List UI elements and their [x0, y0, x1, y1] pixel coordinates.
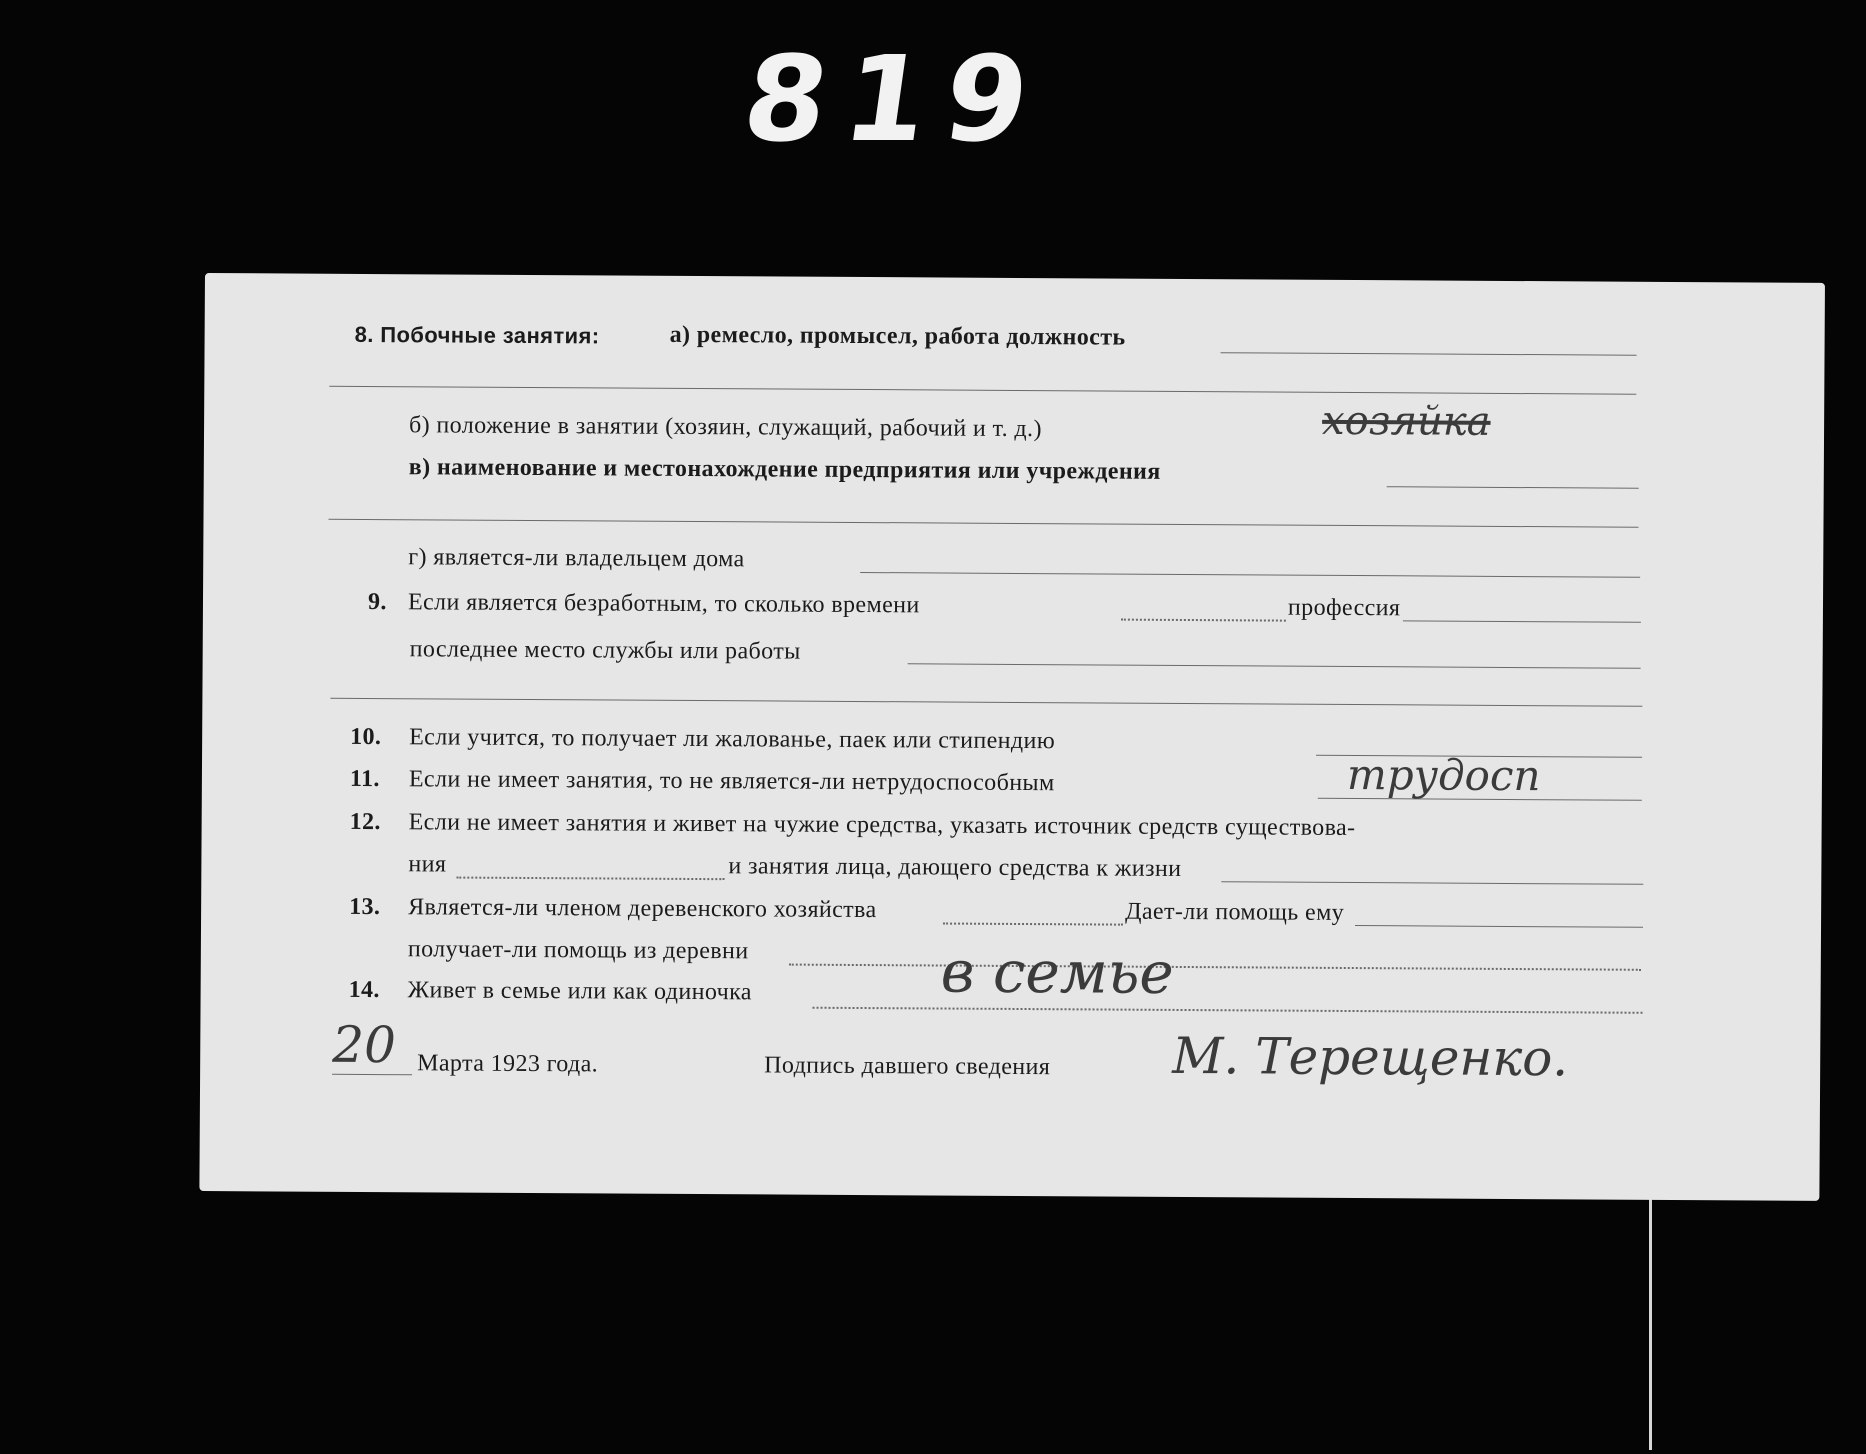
- q12-number: 12.: [349, 808, 381, 836]
- census-form-card: [199, 273, 1825, 1201]
- q8b-label: б) положение в занятии (хозяин, служащий, рабочий и т. д.): [408, 412, 1042, 443]
- q14-blank: [813, 1007, 1643, 1014]
- q13-label: Является-ли членом деревенского хозяйства: [408, 894, 877, 924]
- q8g-blank: [860, 572, 1640, 578]
- q9-continuation-line: [330, 698, 1642, 707]
- q12-source-blank: [456, 877, 724, 881]
- date-day-blank: [332, 1074, 412, 1075]
- q9-time-blank: [1121, 619, 1286, 622]
- q13-receive-blank: [789, 964, 1641, 971]
- q10-number: 10.: [350, 723, 382, 751]
- q9-profession-label: профессия: [1287, 594, 1401, 622]
- q8v-continuation-line: [328, 519, 1638, 528]
- film-scratch: [1649, 1195, 1652, 1450]
- q13-help-blank: [1355, 925, 1643, 928]
- q8v-blank: [1387, 486, 1639, 489]
- q9-number: 9.: [367, 589, 387, 616]
- date-label: Марта 1923 года.: [417, 1050, 599, 1078]
- q8-title: 8. Побочные занятия:: [354, 321, 600, 349]
- q8-continuation-line: [329, 386, 1636, 395]
- q8a-label: а) ремесло, промысел, работа должность: [669, 321, 1126, 351]
- q11-handwritten-answer: трудосп: [1346, 749, 1541, 801]
- q12-occupation-blank: [1221, 881, 1643, 885]
- q13-member-blank: [943, 923, 1123, 926]
- q11-label: Если не имеет занятия, то не является-ли нетрудоспособным: [408, 766, 1055, 797]
- q9-last-job-blank: [908, 663, 1641, 668]
- q8v-label: в) наименование и местонахождение предприятия или учреждения: [408, 454, 1161, 485]
- q14-number: 14.: [348, 976, 380, 1004]
- frame-number: 819: [735, 30, 1056, 168]
- q13-number: 13.: [349, 893, 381, 921]
- q8a-blank: [1221, 352, 1637, 356]
- signature-handwritten: М. Терещенко.: [1172, 1026, 1569, 1088]
- q10-label: Если учится, то получает ли жалованье, паек или стипендию: [409, 724, 1056, 755]
- signature-label: Подпись давшего сведения: [764, 1052, 1051, 1081]
- q12-continuation-b: и занятия лица, дающего средства к жизни: [728, 853, 1182, 882]
- q9-label: Если является безработным, то сколько времени: [407, 589, 920, 619]
- q9-profession-blank: [1403, 620, 1641, 622]
- q8b-handwritten-answer: хозяйка: [1321, 397, 1491, 445]
- q12-continuation-a: ния: [408, 851, 447, 878]
- q13-receive-label: получает-ли помощь из деревни: [407, 936, 749, 965]
- q9-last-job-label: последнее место службы или работы: [409, 636, 801, 665]
- q14-handwritten-answer: в семье: [940, 937, 1174, 1007]
- q8g-label: г) является-ли владельцем дома: [408, 544, 745, 573]
- q11-number: 11.: [349, 765, 380, 793]
- q12-label: Если не имеет занятия и живет на чужие средства, указать источник средств существова-: [408, 809, 1356, 842]
- date-day-handwritten: 20: [332, 1015, 397, 1075]
- q14-label: Живет в семье или как одиночка: [407, 977, 752, 1006]
- q13-help-label: Дает-ли помощь ему: [1125, 898, 1345, 926]
